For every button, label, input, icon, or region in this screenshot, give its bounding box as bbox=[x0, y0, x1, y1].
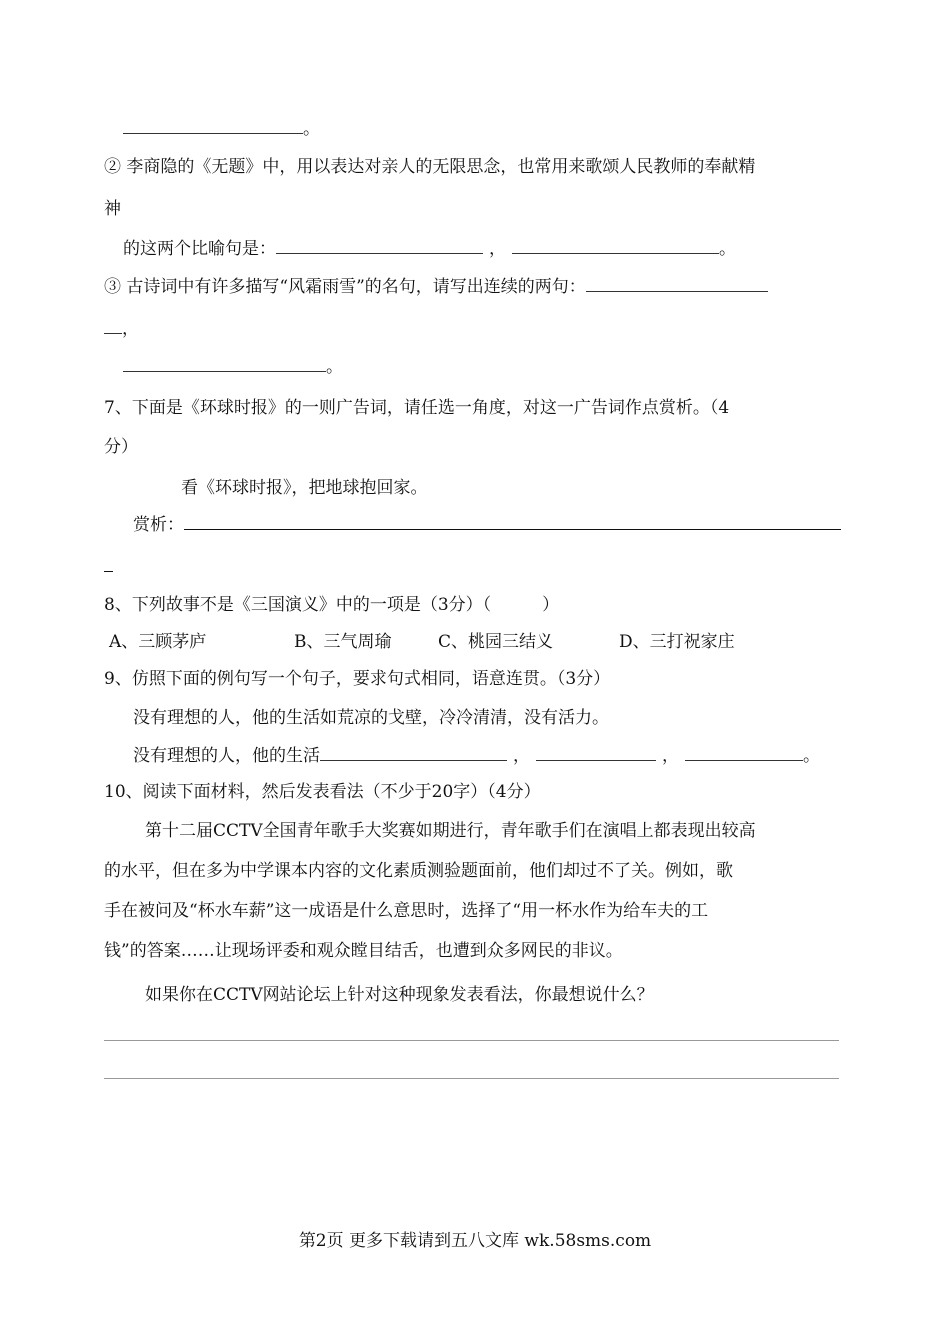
q8-option-a[interactable]: A、三顾茅庐 bbox=[109, 632, 207, 652]
q7-line1: 7、下面是《环球时报》的一则广告词，请任选一角度，对这一广告词作点赏析。（4 bbox=[104, 398, 730, 418]
answer-writing-line[interactable] bbox=[104, 1078, 839, 1079]
answer-blank[interactable] bbox=[685, 746, 803, 761]
q6-item3-line3: 。 bbox=[123, 356, 343, 378]
q9-answer-line: 没有理想的人，他的生活 ， ， 。 bbox=[133, 746, 820, 766]
q8-option-b[interactable]: B、三气周瑜 bbox=[294, 632, 392, 652]
q7-answer-line: 赏析： bbox=[133, 514, 841, 536]
answer-writing-line[interactable] bbox=[104, 1040, 839, 1041]
q6-item2-line3: 的这两个比喻句是： ， 。 bbox=[123, 239, 736, 259]
answer-blank[interactable] bbox=[123, 119, 303, 134]
q10-para-line1: 第十二届CCTV全国青年歌手大奖赛如期进行，青年歌手们在演唱上都表现出较高 bbox=[145, 821, 756, 841]
answer-blank[interactable] bbox=[104, 319, 122, 334]
q9-question: 9、仿照下面的例句写一个句子，要求句式相同，语意连贯。（3分） bbox=[104, 669, 611, 689]
q7-line2: 分） bbox=[104, 437, 138, 457]
q6-item2-line1: ② 李商隐的《无题》中，用以表达对亲人的无限思念，也常用来歌颂人民教师的奉献精 bbox=[104, 157, 756, 177]
answer-blank[interactable] bbox=[123, 357, 326, 372]
page-footer: 第2页 更多下载请到五八文库 wk.58sms.com bbox=[298, 1231, 652, 1251]
q8-question: 8、下列故事不是《三国演义》中的一项是（3分）（ ） bbox=[104, 595, 560, 615]
q10-prompt: 如果你在CCTV网站论坛上针对这种现象发表看法，你最想说什么？ bbox=[145, 985, 654, 1005]
q6-line0: 。 bbox=[123, 118, 320, 140]
q10-question: 10、阅读下面材料，然后发表看法（不少于20字）（4分） bbox=[104, 782, 541, 802]
answer-blank[interactable] bbox=[586, 277, 768, 292]
q10-para-line4: 钱”的答案……让现场评委和观众瞠目结舌，也遭到众多网民的非议。 bbox=[104, 941, 623, 961]
q7-answer-line2 bbox=[104, 556, 113, 578]
q9-example: 没有理想的人，他的生活如荒凉的戈壁，冷冷清清，没有活力。 bbox=[133, 708, 609, 728]
q7-slogan: 看《环球时报》，把地球抱回家。 bbox=[181, 478, 428, 498]
q8-option-d[interactable]: D、三打祝家庄 bbox=[619, 632, 735, 652]
answer-blank[interactable] bbox=[104, 557, 113, 572]
answer-blank[interactable] bbox=[512, 239, 719, 254]
q6-item3-line1: ③ 古诗词中有许多描写“风霜雨雪”的名句，请写出连续的两句： bbox=[104, 276, 768, 298]
answer-blank[interactable] bbox=[320, 746, 507, 761]
q6-item2-line2: 神 bbox=[104, 199, 121, 219]
q8-option-c[interactable]: C、桃园三结义 bbox=[438, 632, 554, 652]
q10-para-line2: 的水平，但在多为中学课本内容的文化素质测验题面前，他们却过不了关。例如，歌 bbox=[104, 861, 733, 881]
q6-item3-line2: ， bbox=[104, 318, 139, 340]
answer-blank[interactable] bbox=[276, 239, 483, 254]
answer-blank[interactable] bbox=[184, 515, 841, 530]
answer-blank[interactable] bbox=[536, 746, 656, 761]
q10-para-line3: 手在被问及“杯水车薪”这一成语是什么意思时，选择了“用一杯水作为给车夫的工 bbox=[104, 901, 709, 921]
